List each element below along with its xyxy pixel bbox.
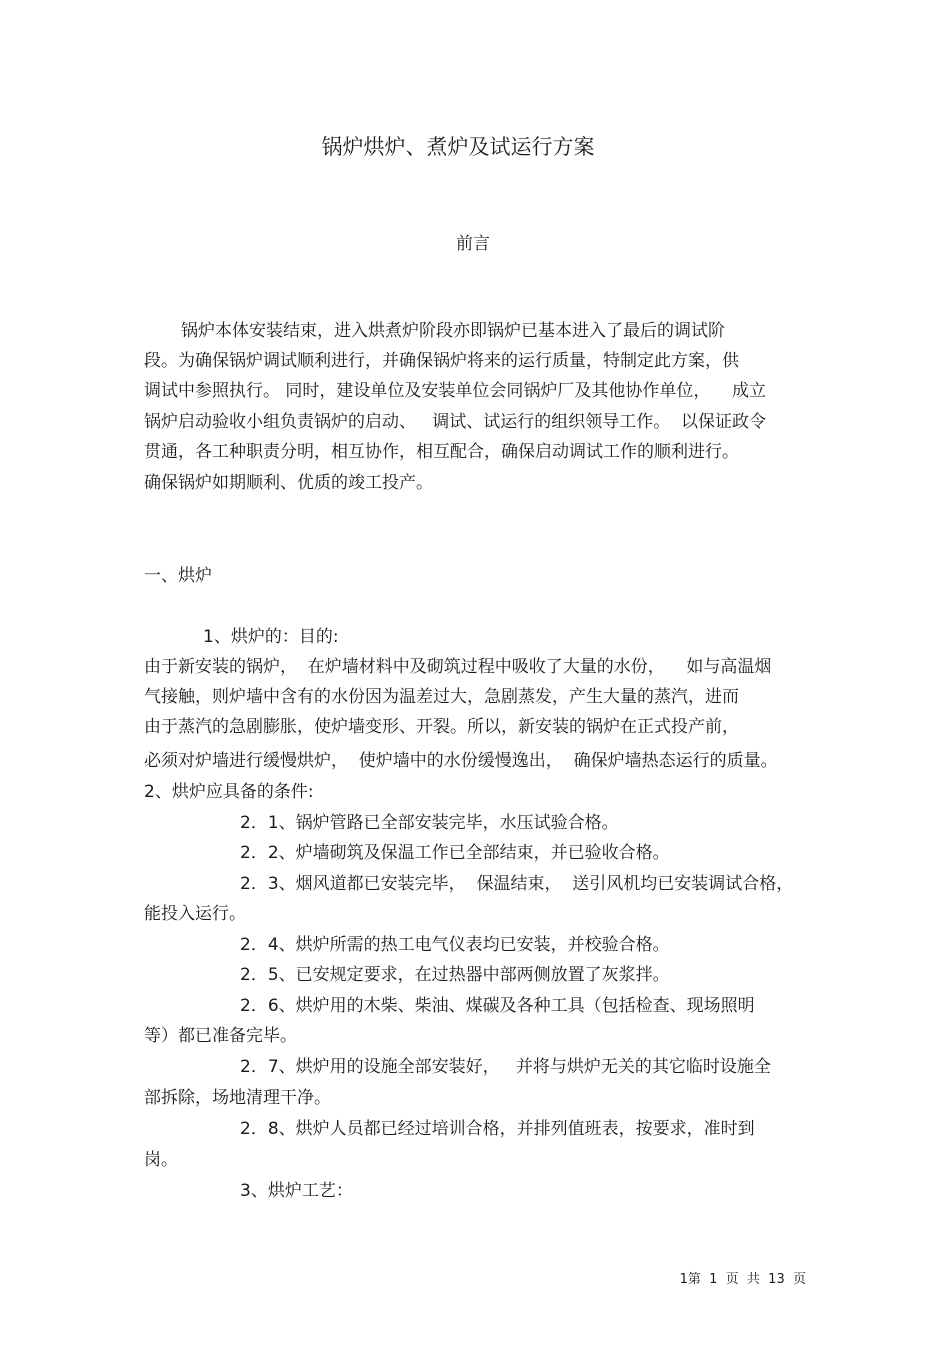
purpose-line: 由于新安装的锅炉， 在炉墙材料中及砌筑过程中吸收了大量的水份， 如与高温烟 (144, 657, 772, 677)
condition-item: 2．3、烟风道都已安装完毕， 保温结束， 送引风机均已安装调试合格， (240, 874, 794, 894)
condition-item: 2．7、烘炉用的设施全部安装好， 并将与烘炉无关的其它临时设施全 (240, 1057, 771, 1077)
purpose-line: 必须对炉墙进行缓慢烘炉， 使炉墙中的水份缓慢逸出， 确保炉墙热态运行的质量。 (144, 751, 778, 771)
process-heading: 3、烘炉工艺： (240, 1181, 353, 1201)
condition-item-cont: 岗。 (144, 1150, 178, 1170)
preface-line: 调试中参照执行。 同时，建设单位及安装单位会同锅炉厂及其他协作单位， 成立 (144, 381, 767, 401)
condition-item-cont: 能投入运行。 (144, 904, 246, 924)
condition-item: 2．4、烘炉所需的热工电气仪表均已安装，并校验合格。 (240, 935, 670, 955)
purpose-heading: 1、烘炉的：目的: (203, 627, 339, 647)
conditions-heading: 2、烘炉应具备的条件: (144, 782, 314, 802)
purpose-line: 由于蒸汽的急剧膨胀，使炉墙变形、开裂。所以，新安装的锅炉在正式投产前， (144, 717, 739, 737)
preface-line: 贯通，各工种职责分明，相互协作，相互配合，确保启动调试工作的顺利进行。 (144, 442, 739, 462)
condition-item: 2．2、炉墙砌筑及保温工作已全部结束，并已验收合格。 (240, 843, 670, 863)
condition-item-cont: 部拆除，场地清理干净。 (144, 1088, 331, 1108)
condition-item-cont: 等）都已准备完毕。 (144, 1026, 297, 1046)
preface-heading: 前言 (456, 234, 490, 254)
condition-item: 2．5、已安规定要求，在过热器中部两侧放置了灰浆拌。 (240, 965, 670, 985)
page-title: 锅炉烘炉、煮炉及试运行方案 (321, 135, 595, 159)
preface-line: 锅炉本体安装结束，进入烘煮炉阶段亦即锅炉已基本进入了最后的调试阶 (181, 321, 725, 341)
section-heading: 一、烘炉 (144, 566, 212, 586)
preface-line: 锅炉启动验收小组负责锅炉的启动、 调试、试运行的组织领导工作。 以保证政令 (144, 412, 767, 432)
condition-item: 2．8、烘炉人员都已经过培训合格，并排列值班表，按要求，准时到 (240, 1119, 755, 1139)
preface-line: 确保锅炉如期顺利、优质的竣工投产。 (144, 473, 433, 493)
condition-item: 2．1、锅炉管路已全部安装完毕，水压试验合格。 (240, 813, 619, 833)
purpose-line: 气接触，则炉墙中含有的水份因为温差过大，急剧蒸发，产生大量的蒸汽，进而 (144, 687, 739, 707)
preface-line: 段。为确保锅炉调试顺利进行，并确保锅炉将来的运行质量，特制定此方案，供 (144, 351, 739, 371)
page-footer: 1第 1 页 共 13 页 (679, 1272, 806, 1287)
condition-item: 2．6、烘炉用的木柴、柴油、煤碳及各种工具（包括检查、现场照明 (240, 996, 755, 1016)
